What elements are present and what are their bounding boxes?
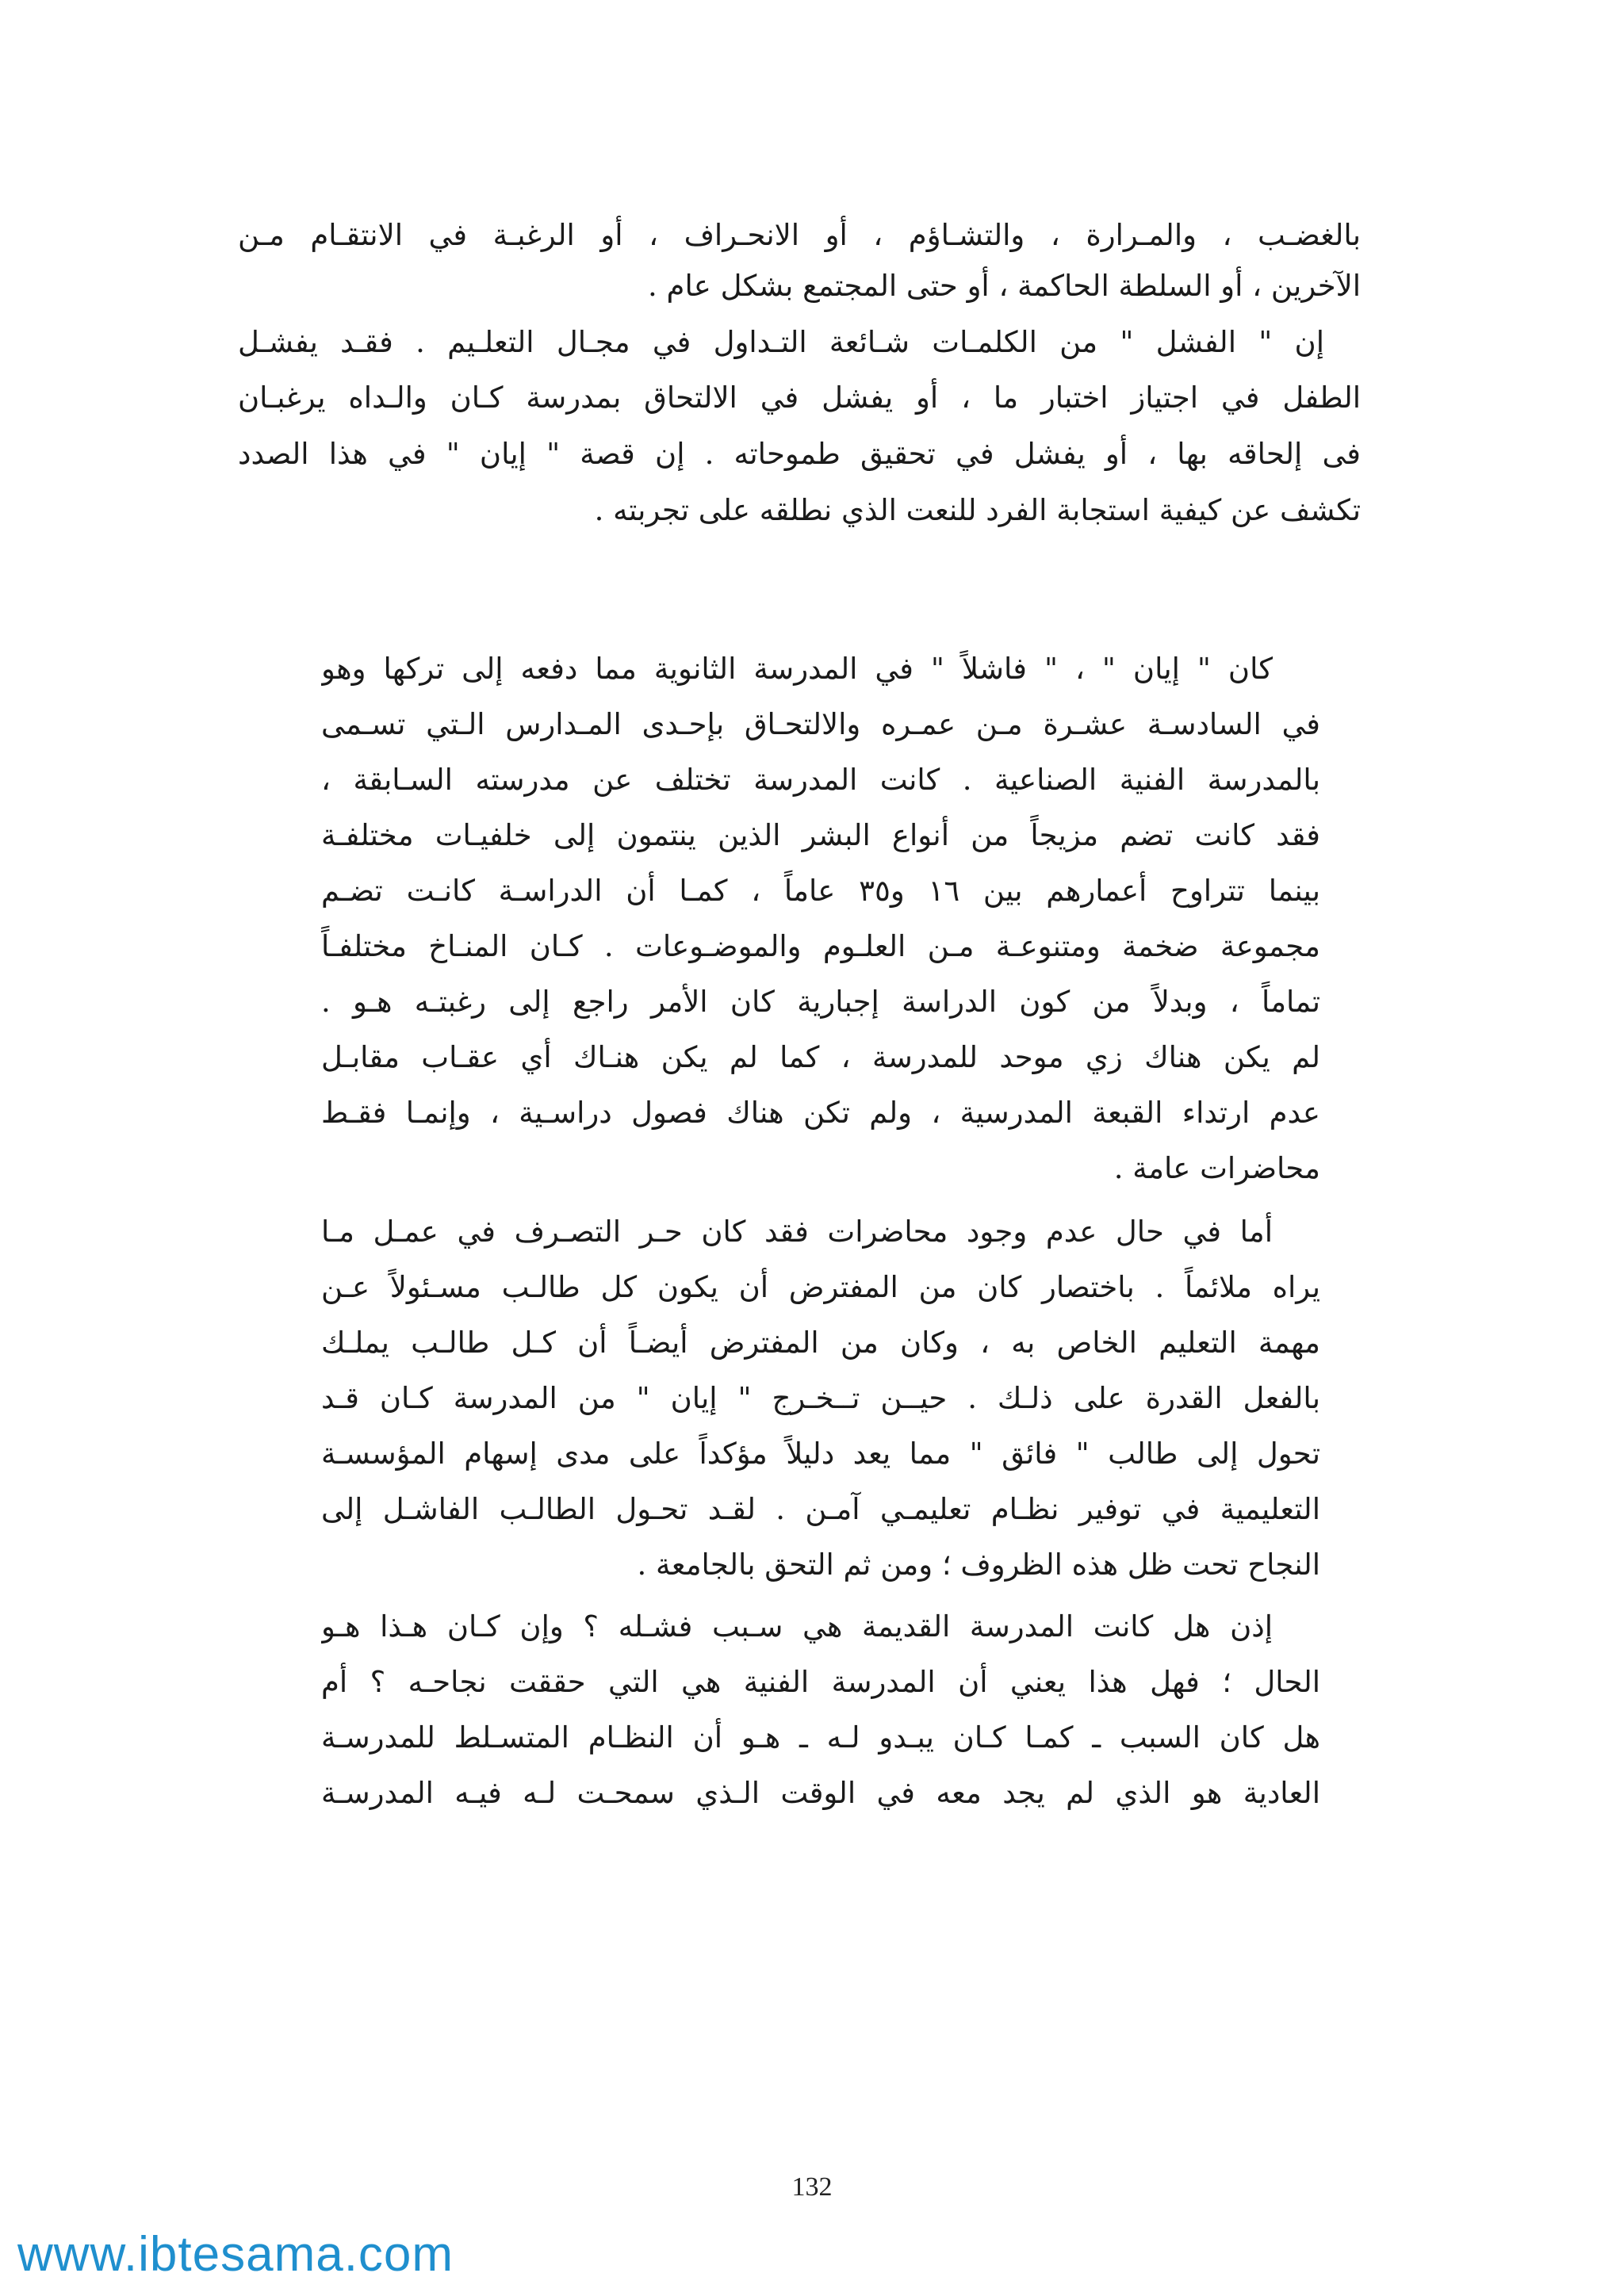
watermark-url: www.ibtesama.com bbox=[17, 2227, 454, 2282]
paragraph-2-line-3: فى إلحاقه بها ، أو يفشل في تحقيق طموحاته . إن قصة " إيان " في هذا الصدد bbox=[238, 437, 1361, 471]
quote-2-line-7: النجاح تحت ظل هذه الظروف ؛ ومن ثم التحق بالجامعة . bbox=[637, 1548, 1320, 1582]
quote-2-line-5: تحول إلى طالب " فائق " مما يعد دليلاً مؤكداً على مدى إسهام المؤسسـة bbox=[321, 1437, 1320, 1471]
quote-2-line-6: التعليمية في توفير نظـام تعليمـي آمـن . لقـد تحـول الطالـب الفاشـل إلى bbox=[321, 1492, 1320, 1526]
quote-1-line-7: تماماً ، وبدلاً من كون الدراسة إجبارية كان الأمر راجع إلى رغبتـه هـو . bbox=[321, 985, 1320, 1019]
quote-2-line-4: بالفعل القدرة على ذلـك . حيــن تــخـرج " إيان " من المدرسة كـان قـد bbox=[321, 1381, 1320, 1415]
quote-3-line-4: العادية هو الذي لم يجد معه في الوقت الـذي سمحـت لـه فيـه المدرسـة bbox=[321, 1776, 1320, 1810]
quote-1-line-9: عدم ارتداء القبعة المدرسية ، ولم تكن هناك فصول دراسـية ، وإنمـا فقـط bbox=[321, 1096, 1320, 1130]
paragraph-2-line-2: الطفل في اجتياز اختبار ما ، أو يفشل في الالتحاق بمدرسة كـان والـداه يرغبـان bbox=[238, 381, 1361, 415]
quote-3-line-2: الحال ؛ فهل هذا يعني أن المدرسة الفنية هي التي حققت نجاحـه ؟ أم bbox=[321, 1665, 1320, 1699]
quote-1-line-10: محاضرات عامة . bbox=[1113, 1151, 1320, 1185]
paragraph-2-line-4: تكشف عن كيفية استجابة الفرد للنعت الذي نطلقه على تجربته . bbox=[594, 493, 1361, 527]
quote-1-line-4: فقد كانت تضم مزيجاً من أنواع البشر الذين ينتمون إلى خلفيـات مختلفـة bbox=[321, 818, 1320, 852]
quote-1-line-3: بالمدرسة الفنية الصناعية . كانت المدرسة تختلف عن مدرسته السـابقة ، bbox=[321, 763, 1320, 797]
quote-1-line-2: في السادسـة عشـرة مـن عمـره والالتحـاق بإحـدى المـدارس الـتي تسـمى bbox=[321, 707, 1320, 741]
quote-1-line-8: لم يكن هناك زي موحد للمدرسة ، كما لم يكن هنـاك أي عقـاب مقابـل bbox=[321, 1040, 1320, 1074]
paragraph-1-line-2: الآخرين ، أو السلطة الحاكمة ، أو حتى المجتمع بشكل عام . bbox=[648, 269, 1361, 303]
quote-3-line-3: هل كان السبب ـ كمـا كـان يبـدو لـه ـ هـو أن النظـام المتسـلط للمدرسـة bbox=[321, 1720, 1320, 1755]
quote-2-line-2: يراه ملائماً . باختصار كان من المفترض أن يكون كل طالـب مسـئولاً عـن bbox=[321, 1270, 1320, 1304]
quote-3-line-1: إذن هل كانت المدرسة القديمة هي سـبب فشـله ؟ وإن كـان هـذا هـو bbox=[321, 1609, 1273, 1644]
quote-1-line-1: كان " إيان " ، " فاشلاً " في المدرسة الثانوية مما دفعه إلى تركها وهو bbox=[321, 652, 1273, 686]
page-number: 132 bbox=[791, 2172, 833, 2202]
quote-1-line-5: بينما تتراوح أعمارهم بين ١٦ و٣٥ عاماً ، كمـا أن الدراسـة كانـت تضـم bbox=[321, 874, 1320, 908]
paragraph-2-line-1: إن " الفشل " من الكلمـات شـائعة التـداول في مجـال التعلـيم . فقـد يفشـل bbox=[238, 325, 1324, 359]
quote-2-line-3: مهمة التعليم الخاص به ، وكان من المفترض أيضـاً أن كـل طالـب يملـك bbox=[321, 1326, 1320, 1360]
quote-2-line-1: أما في حال عدم وجود محاضرات فقد كان حـر التصـرف في عمـل مـا bbox=[321, 1215, 1273, 1249]
paragraph-1-line-1: بالغضـب ، والمـرارة ، والتشـاؤم ، أو الانحـراف ، أو الرغبـة في الانتقـام مـن bbox=[238, 218, 1361, 252]
quote-1-line-6: مجموعة ضخمة ومتنوعـة مـن العلـوم والموضـوعات . كـان المنـاخ مختلفـاً bbox=[321, 929, 1320, 963]
